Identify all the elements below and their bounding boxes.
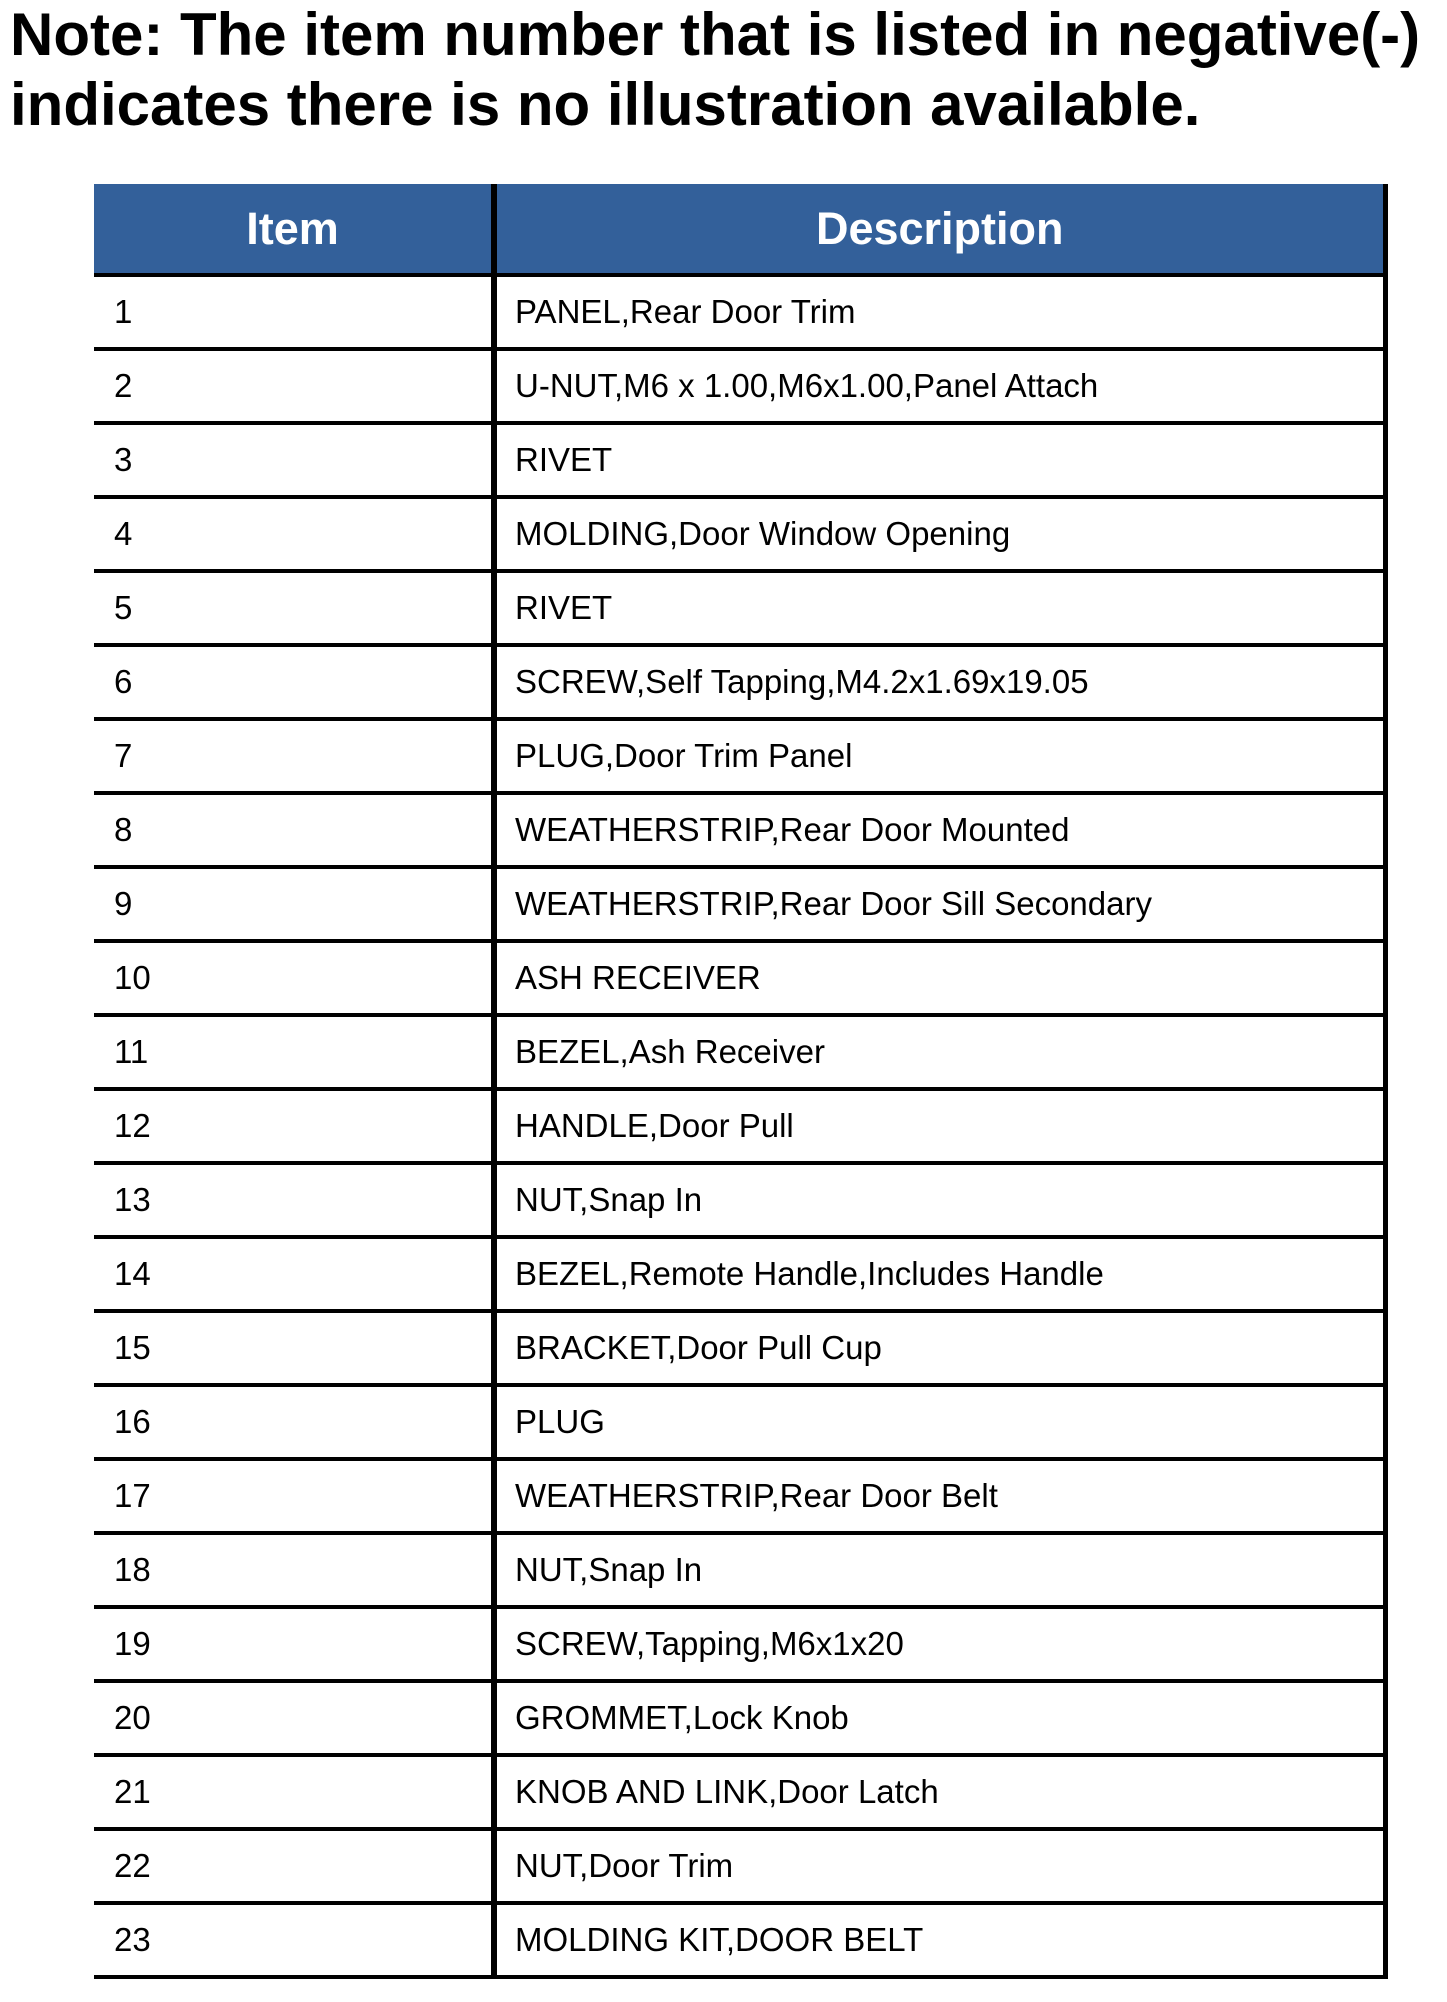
description-cell: BEZEL,Remote Handle,Includes Handle: [494, 1237, 1385, 1311]
description-cell: ASH RECEIVER: [494, 941, 1385, 1015]
table-row: [94, 1459, 1385, 1533]
description-cell: PLUG: [494, 1385, 1385, 1459]
description-cell: HANDLE,Door Pull: [494, 1089, 1385, 1163]
note-line-1: Note: The item number that is listed in negative(-): [10, 1, 1421, 68]
item-number-cell: 2: [94, 349, 494, 423]
item-number-cell: 6: [94, 645, 494, 719]
item-number-cell: 10: [94, 941, 494, 1015]
table-row: [94, 1533, 1385, 1607]
description-cell: NUT,Door Trim: [494, 1829, 1385, 1903]
item-number-cell: 11: [94, 1015, 494, 1089]
table-row: [94, 941, 1385, 1015]
description-cell: GROMMET,Lock Knob: [494, 1681, 1385, 1755]
description-cell: RIVET: [494, 423, 1385, 497]
item-number-cell: 18: [94, 1533, 494, 1607]
table-row: [94, 1903, 1385, 1977]
description-cell: NUT,Snap In: [494, 1533, 1385, 1607]
table-body: [94, 275, 1385, 1977]
description-cell: MOLDING,Door Window Opening: [494, 497, 1385, 571]
table-header: [94, 184, 1385, 275]
item-number-cell: 19: [94, 1607, 494, 1681]
table-row: [94, 275, 1385, 349]
table-row: [94, 423, 1385, 497]
table-row: [94, 1755, 1385, 1829]
note-line-2: indicates there is no illustration available.: [10, 71, 1201, 138]
item-number-cell: 22: [94, 1829, 494, 1903]
description-cell: WEATHERSTRIP,Rear Door Belt: [494, 1459, 1385, 1533]
item-number-cell: 15: [94, 1311, 494, 1385]
table-row: [94, 1829, 1385, 1903]
table-row: [94, 497, 1385, 571]
item-number-cell: 21: [94, 1755, 494, 1829]
description-cell: U-NUT,M6 x 1.00,M6x1.00,Panel Attach: [494, 349, 1385, 423]
item-number-cell: 20: [94, 1681, 494, 1755]
item-number-cell: 5: [94, 571, 494, 645]
table-row: [94, 349, 1385, 423]
item-number-cell: 16: [94, 1385, 494, 1459]
header-row: [94, 184, 1385, 275]
illustration-note: [10, 0, 1440, 140]
item-number-cell: 23: [94, 1903, 494, 1977]
table-row: [94, 1607, 1385, 1681]
item-number-cell: 3: [94, 423, 494, 497]
description-column-header: Description: [494, 184, 1385, 275]
item-number-cell: 7: [94, 719, 494, 793]
table-row: [94, 1311, 1385, 1385]
description-cell: BEZEL,Ash Receiver: [494, 1015, 1385, 1089]
description-cell: PANEL,Rear Door Trim: [494, 275, 1385, 349]
description-cell: NUT,Snap In: [494, 1163, 1385, 1237]
table-row: [94, 1089, 1385, 1163]
item-number-cell: 12: [94, 1089, 494, 1163]
description-cell: PLUG,Door Trim Panel: [494, 719, 1385, 793]
item-number-cell: 1: [94, 275, 494, 349]
item-number-cell: 4: [94, 497, 494, 571]
description-cell: WEATHERSTRIP,Rear Door Mounted: [494, 793, 1385, 867]
description-cell: WEATHERSTRIP,Rear Door Sill Secondary: [494, 867, 1385, 941]
table-row: [94, 1385, 1385, 1459]
description-cell: BRACKET,Door Pull Cup: [494, 1311, 1385, 1385]
table-row: [94, 793, 1385, 867]
description-cell: KNOB AND LINK,Door Latch: [494, 1755, 1385, 1829]
table-row: [94, 1681, 1385, 1755]
item-number-cell: 13: [94, 1163, 494, 1237]
table-row: [94, 645, 1385, 719]
description-cell: RIVET: [494, 571, 1385, 645]
item-number-cell: 9: [94, 867, 494, 941]
table-row: [94, 1015, 1385, 1089]
item-column-header: Item: [94, 184, 494, 275]
description-cell: SCREW,Self Tapping,M4.2x1.69x19.05: [494, 645, 1385, 719]
table-row: [94, 571, 1385, 645]
item-number-cell: 8: [94, 793, 494, 867]
description-cell: MOLDING KIT,DOOR BELT: [494, 1903, 1385, 1977]
description-cell: SCREW,Tapping,M6x1x20: [494, 1607, 1385, 1681]
table-row: [94, 867, 1385, 941]
table-row: [94, 1163, 1385, 1237]
table-row: [94, 1237, 1385, 1311]
table-row: [94, 719, 1385, 793]
parts-table: [94, 184, 1388, 1979]
item-number-cell: 14: [94, 1237, 494, 1311]
item-number-cell: 17: [94, 1459, 494, 1533]
